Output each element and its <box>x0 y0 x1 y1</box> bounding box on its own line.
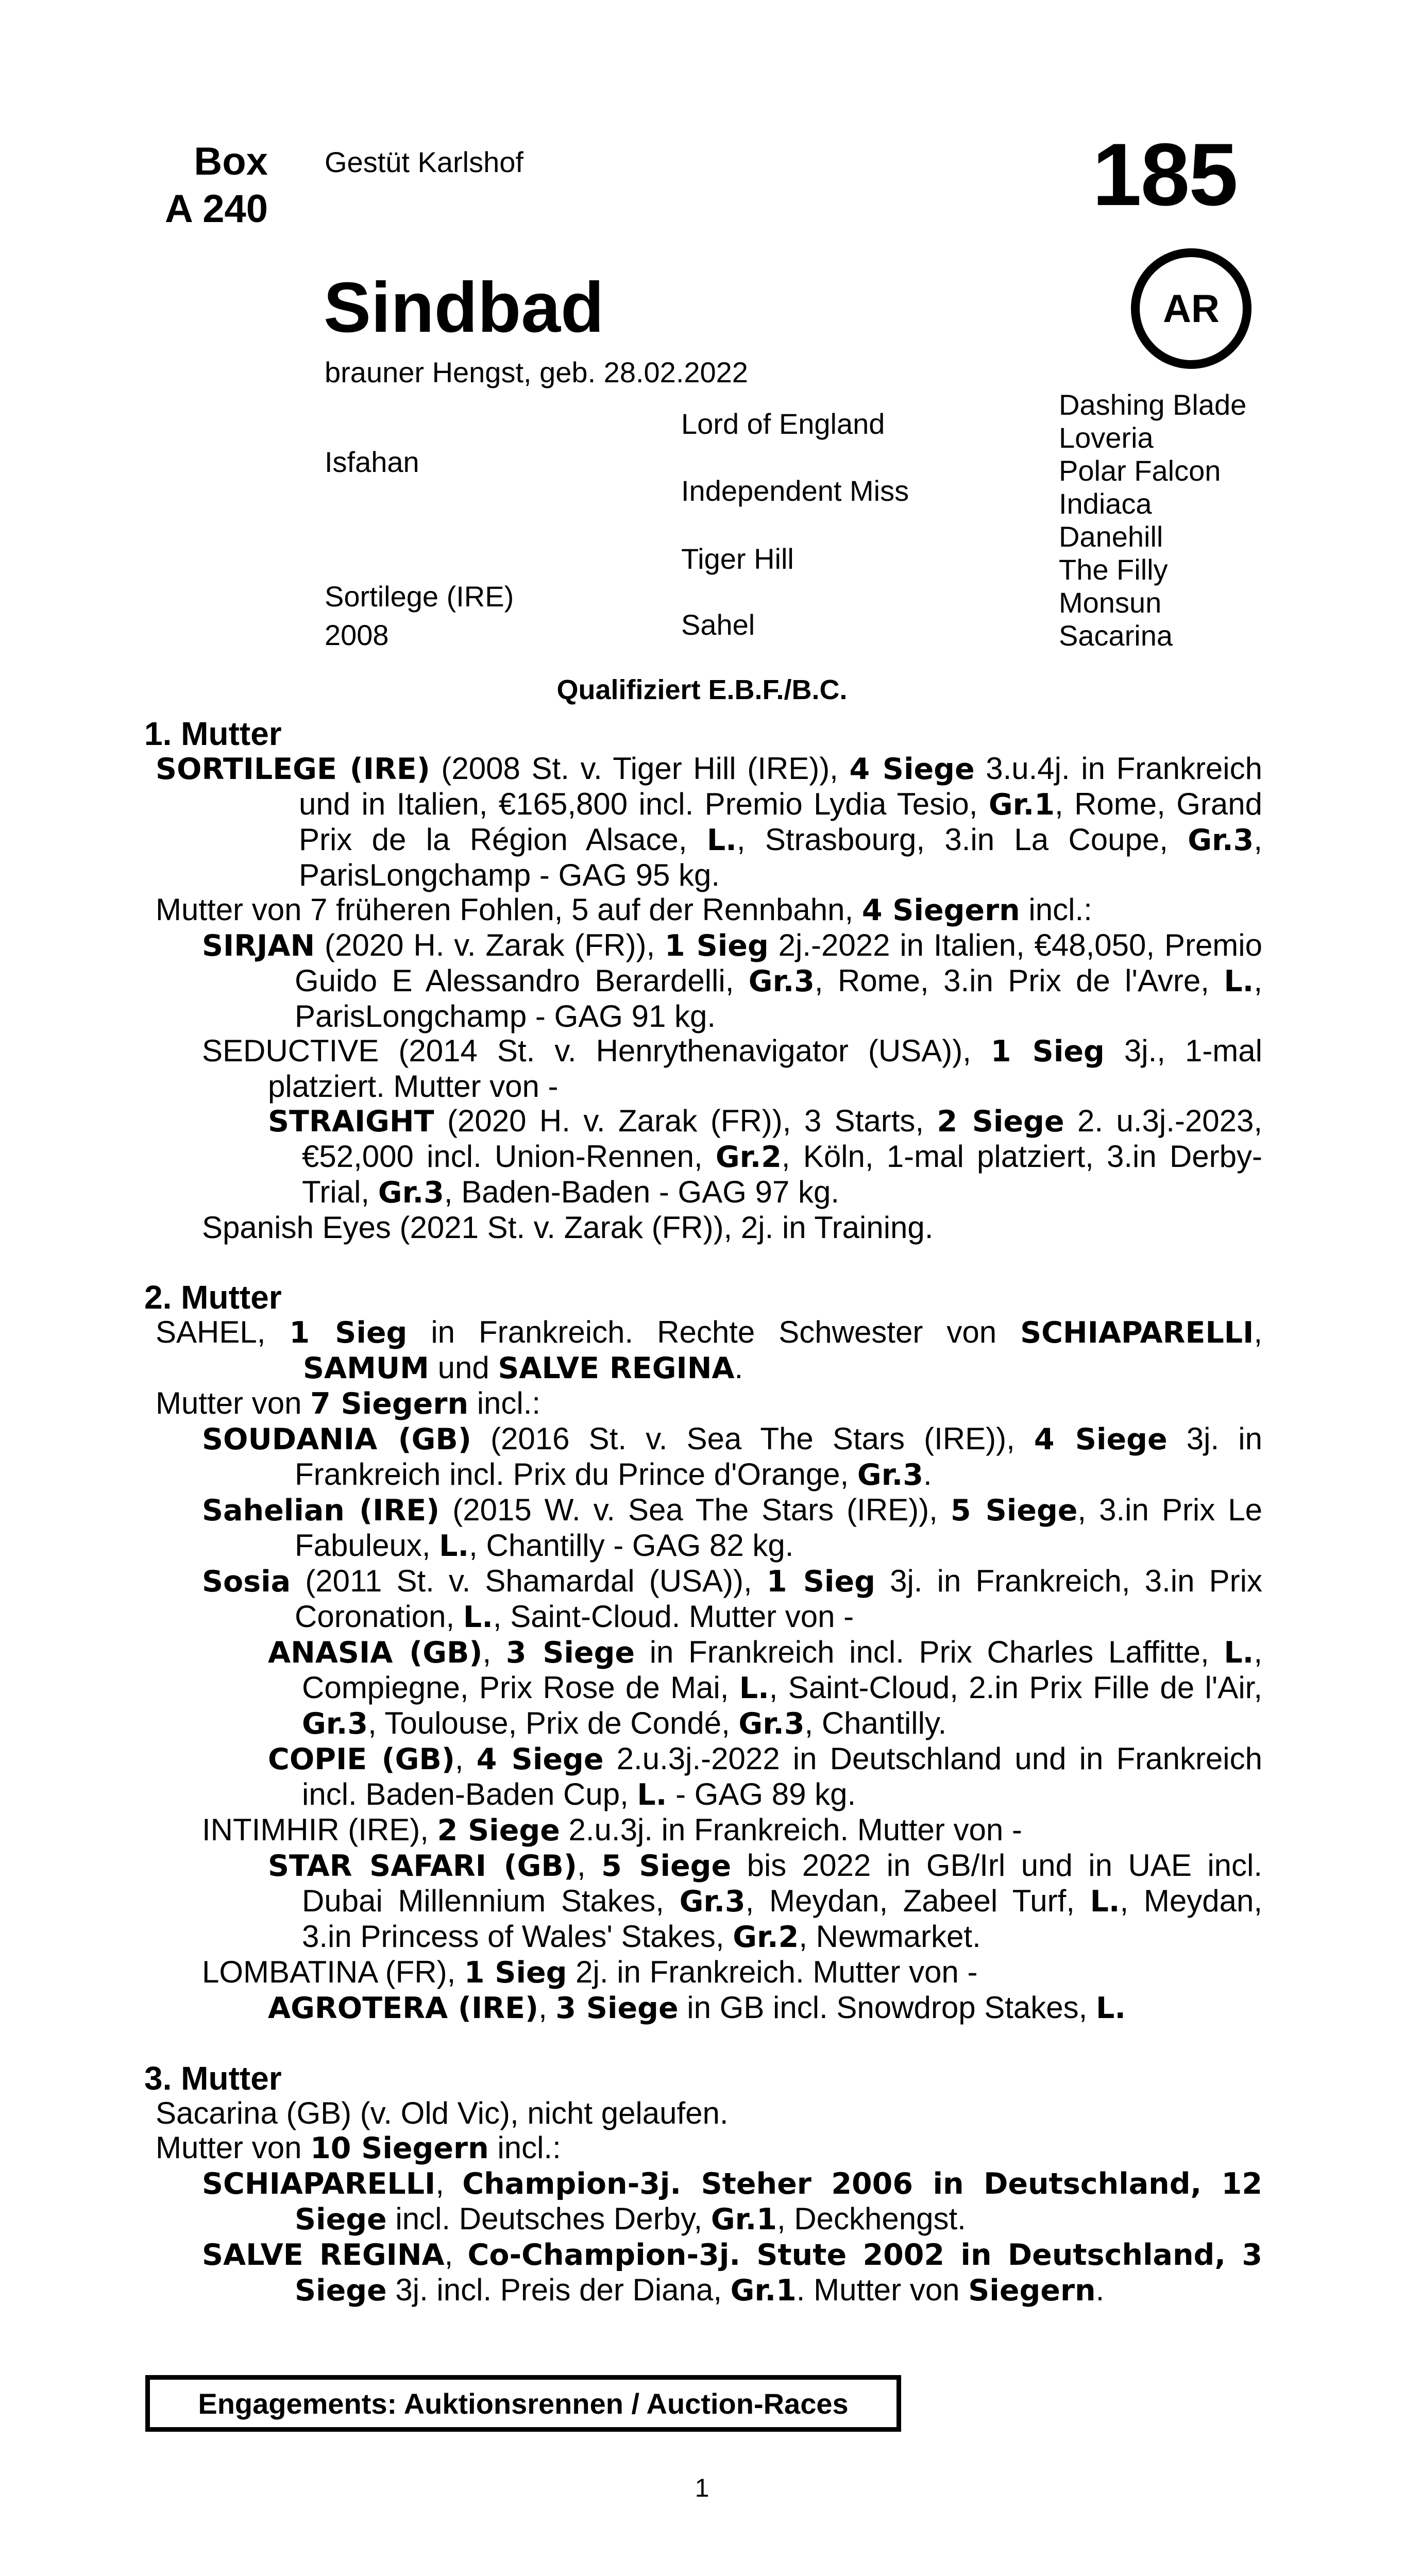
text: , Chantilly. <box>804 1706 947 1740</box>
text: , Compiegne, Prix Rose de Mai, <box>302 1635 1262 1705</box>
text: . <box>923 1457 932 1492</box>
bold-text: SAMUM <box>303 1351 429 1385</box>
produce-entry <box>268 1848 1262 1955</box>
third-dam-paragraph <box>156 2096 1262 2130</box>
bold-text: L. <box>1090 1885 1120 1919</box>
text: incl. Deutsches Derby, <box>386 2201 711 2236</box>
pedigree-sire: Isfahan <box>325 446 419 478</box>
text: 3.u.4j. in Frankreich und in Italien, €165,800 incl. Premio Lydia Tesio, <box>299 751 1262 821</box>
produce-entry <box>202 2166 1262 2237</box>
pedigree-gen3-item: Polar Falcon <box>1059 454 1221 487</box>
bold-text: Gr.3 <box>302 1707 368 1741</box>
bold-text: Gr.1 <box>988 788 1055 822</box>
horse-name: Sindbad <box>324 268 604 347</box>
bold-text: L. <box>1224 964 1254 998</box>
bold-text: 1 Sieg <box>766 1565 875 1599</box>
text: , Saint-Cloud, 2.in Prix Fille de l'Air, <box>769 1670 1262 1705</box>
bold-text: Gr.1 <box>711 2202 777 2236</box>
text: in GB incl. Snowdrop Stakes, <box>678 1990 1096 2025</box>
bold-text: Sahelian (IRE) <box>202 1494 440 1528</box>
text: , <box>1254 1315 1262 1349</box>
bold-text: 2 Siege <box>437 1814 560 1848</box>
pedigree-dam-year: 2008 <box>325 619 389 651</box>
text: , <box>577 1848 602 1883</box>
produce-entry <box>202 1812 1262 1848</box>
bold-text: STRAIGHT <box>268 1105 434 1139</box>
bold-text: SALVE REGINA <box>498 1351 735 1385</box>
bold-text: L. <box>463 1600 493 1634</box>
bold-text: SORTILEGE (IRE) <box>156 752 430 786</box>
box-label-line1: Box <box>194 140 268 183</box>
text: (2011 St. v. Shamardal (USA)), <box>291 1564 767 1598</box>
pedigree-gen2-item: Lord of England <box>681 408 885 440</box>
pedigree-gen3 <box>1059 388 1246 652</box>
second-dam-heading: 2. Mutter <box>144 1279 282 1316</box>
bold-text: Siegern <box>968 2274 1096 2308</box>
third-dam-heading: 3. Mutter <box>144 2060 282 2097</box>
second-dam-produce-intro <box>156 1386 1262 1421</box>
text: , 3.in Prix Le Fabuleux, <box>295 1493 1262 1563</box>
produce-entry <box>202 1564 1262 1635</box>
bold-text: Gr.2 <box>733 1920 799 1954</box>
text: , Köln, 1-mal platziert, 3.in Derby-Trial, <box>302 1139 1262 1209</box>
text: , <box>482 1635 506 1669</box>
text: , Saint-Cloud. Mutter von - <box>493 1599 854 1634</box>
bold-text: L. <box>637 1778 667 1812</box>
bold-text: Co-Champion-3j. Stute 2002 in Deutschland, 3 Siege <box>295 2238 1262 2308</box>
bold-text: Gr.3 <box>857 1458 923 1492</box>
box-label <box>144 138 268 233</box>
text: 3j. incl. Preis der Diana, <box>386 2273 731 2307</box>
text: , Toulouse, Prix de Condé, <box>368 1706 739 1740</box>
bold-text: L. <box>439 1529 469 1563</box>
bold-text: Gr.3 <box>679 1885 746 1919</box>
bold-text: COPIE (GB) <box>268 1742 455 1776</box>
text: in Frankreich. Rechte Schwester von <box>407 1315 1021 1349</box>
text: , Rome, 3.in Prix de l'Avre, <box>814 963 1224 998</box>
pedigree-gen3-item: Indiaca <box>1059 487 1152 520</box>
bold-text: 7 Siegern <box>310 1387 469 1421</box>
text: , Rome, Grand Prix de la Région Alsace, <box>299 787 1262 857</box>
bold-text: 1 Sieg <box>990 1035 1105 1069</box>
bold-text: L. <box>1224 1636 1254 1670</box>
produce-entry <box>202 1955 1262 1990</box>
produce-entry <box>268 1635 1262 1741</box>
produce-entry <box>202 1033 1262 1104</box>
text: (2016 St. v. Sea The Stars (IRE)), <box>471 1421 1034 1456</box>
text: . <box>1095 2273 1105 2307</box>
bold-text: SALVE REGINA <box>202 2238 445 2272</box>
produce-entry <box>202 928 1262 1033</box>
pedigree-dam: Sortilege (IRE) <box>325 580 514 613</box>
engagements-box: Engagements: Auktionsrennen / Auction-Races <box>145 2375 901 2432</box>
text: , Baden-Baden - GAG 97 kg. <box>444 1175 839 1209</box>
text: in Frankreich incl. Prix Charles Laffitte, <box>635 1635 1224 1669</box>
text: (2008 St. v. Tiger Hill (IRE)), <box>430 751 850 786</box>
text: , Chantilly - GAG 82 kg. <box>469 1528 794 1563</box>
text: . Mutter von <box>796 2273 969 2307</box>
text: - GAG 89 kg. <box>667 1777 856 1811</box>
bold-text: STAR SAFARI (GB) <box>268 1849 577 1883</box>
pedigree-gen3-item: Sacarina <box>1059 619 1173 652</box>
text: , Newmarket. <box>799 1919 981 1954</box>
text: Mutter von <box>156 2130 311 2165</box>
bold-text: Gr.3 <box>1188 823 1254 857</box>
text: , <box>454 1741 477 1776</box>
text: , Meydan, 3.in Princess of Wales' Stakes, <box>302 1884 1262 1954</box>
text: (2020 H. v. Zarak (FR)), <box>315 928 665 962</box>
text: Sacarina (GB) (v. Old Vic), nicht gelaufen. <box>156 2096 729 2130</box>
text: , ParisLongchamp - GAG 95 kg. <box>299 822 1262 892</box>
produce-entry <box>202 1421 1262 1493</box>
text: incl.: <box>468 1386 541 1420</box>
bold-text: Champion-3j. Steher 2006 in Deutschland, 12 Siege <box>295 2167 1262 2236</box>
text: , <box>444 2237 468 2272</box>
text: 3j. in Frankreich incl. Prix du Prince d'Orange, <box>295 1421 1262 1492</box>
bold-text: Gr.1 <box>730 2274 797 2308</box>
text: 2j. in Frankreich. Mutter von - <box>567 1955 978 1989</box>
text: Mutter von 7 früheren Fohlen, 5 auf der Rennbahn, <box>156 892 862 927</box>
third-dam-produce-intro <box>156 2130 1262 2166</box>
bold-text: 3 Siege <box>505 1636 635 1670</box>
bold-text: 3 Siege <box>555 1991 679 2025</box>
text: incl.: <box>1020 892 1092 927</box>
first-dam-produce-intro <box>156 892 1262 928</box>
bold-text: AGROTERA (IRE) <box>268 1991 539 2025</box>
text: 3j. in Frankreich, 3.in Prix Coronation, <box>295 1564 1262 1634</box>
pedigree-gen2-item: Tiger Hill <box>681 543 794 575</box>
bold-text: SOUDANIA (GB) <box>202 1422 471 1456</box>
text: und <box>429 1350 498 1385</box>
pedigree-gen2-item: Sahel <box>681 608 755 641</box>
produce-entry <box>268 1990 1262 2026</box>
bold-text: 2 Siege <box>937 1105 1064 1139</box>
produce-entry <box>202 1493 1262 1564</box>
text: Mutter von <box>156 1386 311 1420</box>
pedigree-gen3-item: Monsun <box>1059 586 1162 619</box>
text: 2.u.3j. in Frankreich. Mutter von - <box>560 1812 1022 1847</box>
page-number: 1 <box>695 2473 709 2502</box>
text: . <box>734 1350 743 1385</box>
first-dam-paragraph <box>156 751 1262 892</box>
bold-text: 5 Siege <box>950 1494 1078 1528</box>
bold-text: SCHIAPARELLI <box>202 2167 436 2201</box>
box-label-line2: A 240 <box>165 187 268 231</box>
pedigree-gen3-item: The Filly <box>1059 553 1168 586</box>
text: , <box>538 1990 556 2025</box>
bold-text: 1 Sieg <box>665 929 769 963</box>
bold-text: 10 Siegern <box>310 2131 489 2165</box>
produce-entry <box>202 1210 1262 1245</box>
ar-badge: AR <box>1131 248 1251 369</box>
produce-entry <box>268 1104 1262 1210</box>
text: LOMBATINA (FR), <box>202 1955 464 1989</box>
bold-text: L. <box>739 1671 769 1705</box>
text: , <box>435 2166 463 2200</box>
text: 3j., 1-mal platziert. Mutter von - <box>268 1033 1262 1104</box>
text: SAHEL, <box>156 1315 290 1349</box>
text: , Meydan, Zabeel Turf, <box>745 1884 1090 1918</box>
bold-text: 1 Sieg <box>464 1956 567 1990</box>
text: bis 2022 in GB/Irl und in UAE incl. Dubai Millennium Stakes, <box>302 1848 1263 1918</box>
bold-text: SIRJAN <box>202 929 315 963</box>
text: SEDUCTIVE (2014 St. v. Henrythenavigator (USA)), <box>202 1033 991 1068</box>
produce-entry <box>202 2237 1262 2308</box>
bold-text: 4 Siege <box>1034 1422 1168 1456</box>
text: , ParisLongchamp - GAG 91 kg. <box>295 963 1262 1033</box>
text: incl.: <box>488 2130 561 2165</box>
second-dam-paragraph <box>156 1315 1262 1386</box>
first-dam-heading: 1. Mutter <box>144 715 282 752</box>
pedigree-gen3-item: Danehill <box>1059 520 1163 553</box>
text: INTIMHIR (IRE), <box>202 1812 437 1847</box>
bold-text: Gr.3 <box>378 1176 444 1210</box>
bold-text: Gr.2 <box>715 1140 782 1174</box>
bold-text: Sosia <box>202 1565 291 1599</box>
horse-description: brauner Hengst, geb. 28.02.2022 <box>325 356 748 388</box>
stud-name: Gestüt Karlshof <box>325 146 523 178</box>
text: (2020 H. v. Zarak (FR)), 3 Starts, <box>434 1104 937 1138</box>
bold-text: 5 Siege <box>601 1849 732 1883</box>
qualification-line: Qualifiziert E.B.F./B.C. <box>556 674 848 705</box>
bold-text: SCHIAPARELLI <box>1020 1316 1254 1350</box>
bold-text: Gr.3 <box>738 1707 805 1741</box>
text: 2. u.3j.-2023, €52,000 incl. Union-Rennen, <box>302 1104 1262 1174</box>
bold-text: 4 Siege <box>476 1742 604 1776</box>
text: Spanish Eyes (2021 St. v. Zarak (FR)), 2j. in Training. <box>202 1210 934 1245</box>
text: 2j.-2022 in Italien, €48,050, Premio Guido E Alessandro Berardelli, <box>295 928 1262 998</box>
text: , Deckhengst. <box>776 2201 966 2236</box>
bold-text: ANASIA (GB) <box>268 1636 483 1670</box>
lot-number: 185 <box>1092 125 1237 224</box>
bold-text: 4 Siegern <box>861 893 1020 927</box>
pedigree-gen3-item: Dashing Blade <box>1059 388 1247 421</box>
produce-entry <box>268 1741 1262 1812</box>
pedigree-gen3-item: Loveria <box>1059 421 1154 454</box>
text: (2015 W. v. Sea The Stars (IRE)), <box>439 1493 951 1527</box>
bold-text: 1 Sieg <box>289 1316 408 1350</box>
bold-text: L. <box>706 823 737 857</box>
text: 2.u.3j.-2022 in Deutschland und in Frankreich incl. Baden-Baden Cup, <box>302 1741 1262 1811</box>
catalogue-text <box>144 716 1262 2308</box>
bold-text: 4 Siege <box>849 752 975 786</box>
bold-text: Gr.3 <box>748 964 815 998</box>
pedigree-gen2-item: Independent Miss <box>681 474 909 507</box>
bold-text: L. <box>1096 1991 1126 2025</box>
text: , Strasbourg, 3.in La Coupe, <box>736 822 1188 857</box>
